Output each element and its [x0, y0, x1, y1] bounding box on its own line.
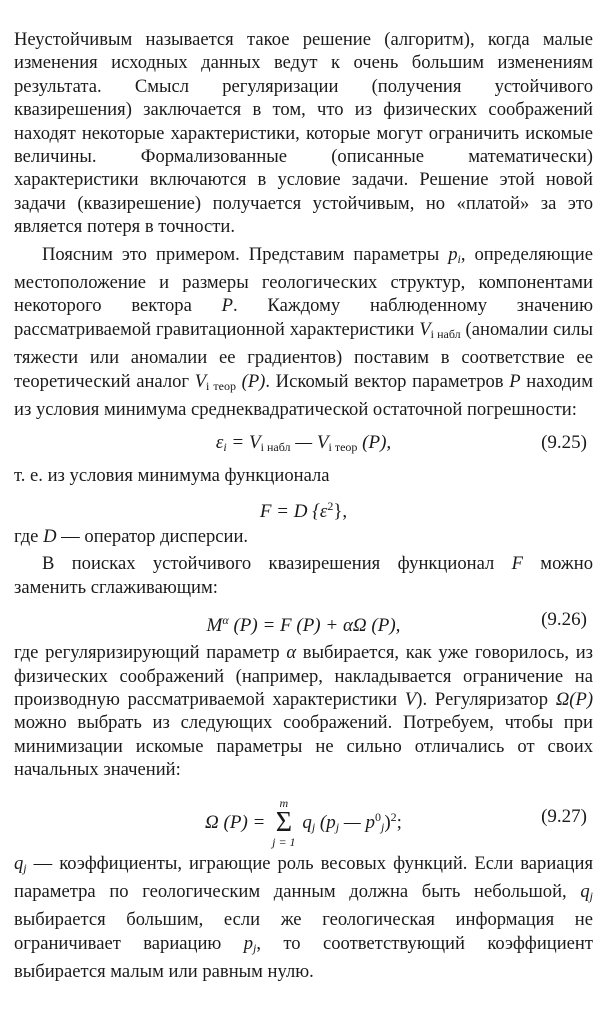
sum-lower: j = 1: [272, 835, 296, 850]
eq-part: ): [384, 811, 391, 833]
symbol-P: P: [509, 370, 521, 392]
eq-part: ;: [396, 811, 402, 833]
eq-part: = D {ε: [271, 500, 328, 522]
text-run: выбирается, как уже говорилось, из физических соображений (например, накладывается ограничение на производную рассматриваемой характеристики: [14, 642, 593, 710]
eq-sup: 2: [390, 809, 397, 824]
sum-upper: m: [279, 796, 289, 811]
paragraph-coefficients: [14, 852, 593, 984]
equation-9-25: [14, 426, 593, 460]
text-run: находим из условия минимума среднеквадратической остаточной погрешности:: [14, 370, 593, 421]
eq-part: — p: [339, 811, 375, 833]
symbol-V: V: [404, 688, 417, 710]
eq-part: (P) = F (P) + αΩ (P),: [228, 615, 401, 637]
symbol-P: P: [221, 295, 233, 317]
symbol-q: q: [14, 852, 24, 874]
symbol-V: V: [194, 370, 207, 392]
symbol-alpha: α: [286, 642, 297, 664]
text-run: Поясним это примером. Представим параметры: [42, 243, 449, 265]
paragraph-functional: [14, 464, 593, 487]
eq-sub: i набл: [260, 439, 291, 454]
symbol-omega: Ω(P): [555, 688, 594, 710]
paragraph-regularizer: [14, 641, 593, 781]
symbol-D: D: [43, 525, 57, 547]
eq-part: q: [297, 811, 312, 833]
eq-sup: α: [222, 613, 229, 628]
symbol-q: q: [580, 880, 590, 902]
text-run: — оператор дисперсии.: [56, 525, 249, 547]
eq-part: (P),: [357, 431, 392, 453]
text-run: ). Регуляризатор: [416, 688, 556, 710]
text-run: , то соответствующий коэффициент выбирается малым или равным нулю.: [14, 932, 593, 983]
text-run: т. е. из условия минимума функционала: [14, 464, 330, 486]
text-run: где: [14, 525, 44, 547]
eq-sup: 0: [374, 809, 381, 824]
symbol-p: p: [243, 932, 254, 954]
eq-sub: j: [335, 819, 340, 834]
equation-body: [14, 786, 593, 858]
equation-body: [14, 603, 593, 643]
symbol-sub-j: j: [253, 940, 257, 955]
text-run: где регуляризирующий параметр: [14, 642, 287, 664]
eq-sub: i теор: [328, 439, 358, 454]
text-run: , определяющие местоположение и размеры геологических структур, компонентами некоторого вектора: [14, 243, 593, 317]
symbol-V: V: [419, 318, 431, 340]
equation-9-26: [14, 603, 593, 637]
symbol-p: p: [448, 243, 458, 265]
paragraph-dispersion: [14, 525, 593, 548]
equation-number: (9.26): [541, 609, 587, 631]
text-run: выбирается большим, если же геологическая информация не ограничивает вариацию: [14, 909, 593, 954]
eq-part: },: [333, 500, 348, 522]
paragraph-text: Неустойчивым называется такое решение (алгоритм), когда малые изменения исходных данных ведут к очень большим изменениям результата. Смысл регуляризации (получения устойчивого квазирешения) заключается в том, что из физических соображений находят некоторые характеристики, которые могут ограничить искомые величины. Формализованные (описанные математически) характеристики включаются в условие задачи. Решение этой новой задачи (квазирешение) получается устойчивым, но «платой» за это является потеря в точности.: [14, 29, 593, 238]
symbol-F: F: [511, 553, 523, 575]
eq-epsilon: ε: [215, 431, 224, 453]
text-run: . Искомый вектор параметров: [265, 370, 510, 392]
symbol-sub-teor: i теор: [206, 378, 236, 393]
eq-part: F: [259, 500, 272, 522]
text-run: (аномалии силы тяжести или аномалии ее градиентов) поставим в соответствие ее теоретический аналог: [14, 318, 593, 392]
text-run: можно выбрать из следующих соображений. Потребуем, чтобы при минимизации искомые параметры не сильно отличались от своих начальных значений:: [14, 712, 593, 781]
sum-symbol: Σ: [275, 807, 292, 839]
symbol-sub-j: j: [23, 860, 27, 875]
equation-body: [14, 426, 593, 464]
eq-part: = V: [226, 431, 261, 453]
paragraph-example: [14, 243, 593, 422]
eq-sub: i: [223, 439, 227, 454]
equation-number: (9.27): [541, 805, 587, 827]
equation-functional: [14, 491, 593, 521]
text-run: . Каждому наблюденному значению рассматриваемой гравитационной характеристики: [14, 295, 594, 340]
paragraph-instability: [14, 28, 593, 239]
eq-sub: j: [311, 819, 316, 834]
equation-number: (9.25): [541, 431, 587, 453]
symbol-sub-nabl: i набл: [430, 326, 461, 341]
eq-part: (p: [315, 811, 336, 833]
eq-part: M: [206, 615, 223, 637]
eq-sub: j: [380, 819, 385, 834]
eq-part: Ω (P) =: [205, 811, 271, 833]
eq-sup: 2: [327, 498, 334, 513]
equation-9-27: [14, 786, 593, 848]
equation-body: [14, 491, 593, 527]
summation: [272, 797, 295, 849]
text-run: В поисках устойчивого квазирешения функционал: [42, 553, 512, 575]
eq-part: — V: [290, 431, 329, 453]
text-run: — коэффициенты, играющие роль весовых функций. Если вариация параметра по геологическим данным должна быть небольшой,: [14, 852, 593, 902]
symbol-sub-i: i: [457, 251, 461, 266]
symbol-sub-j: j: [589, 888, 593, 903]
text-run: можно заменить сглаживающим:: [14, 553, 593, 598]
paragraph-smoothing: [14, 552, 593, 599]
symbol-P-paren: (P): [241, 370, 266, 392]
